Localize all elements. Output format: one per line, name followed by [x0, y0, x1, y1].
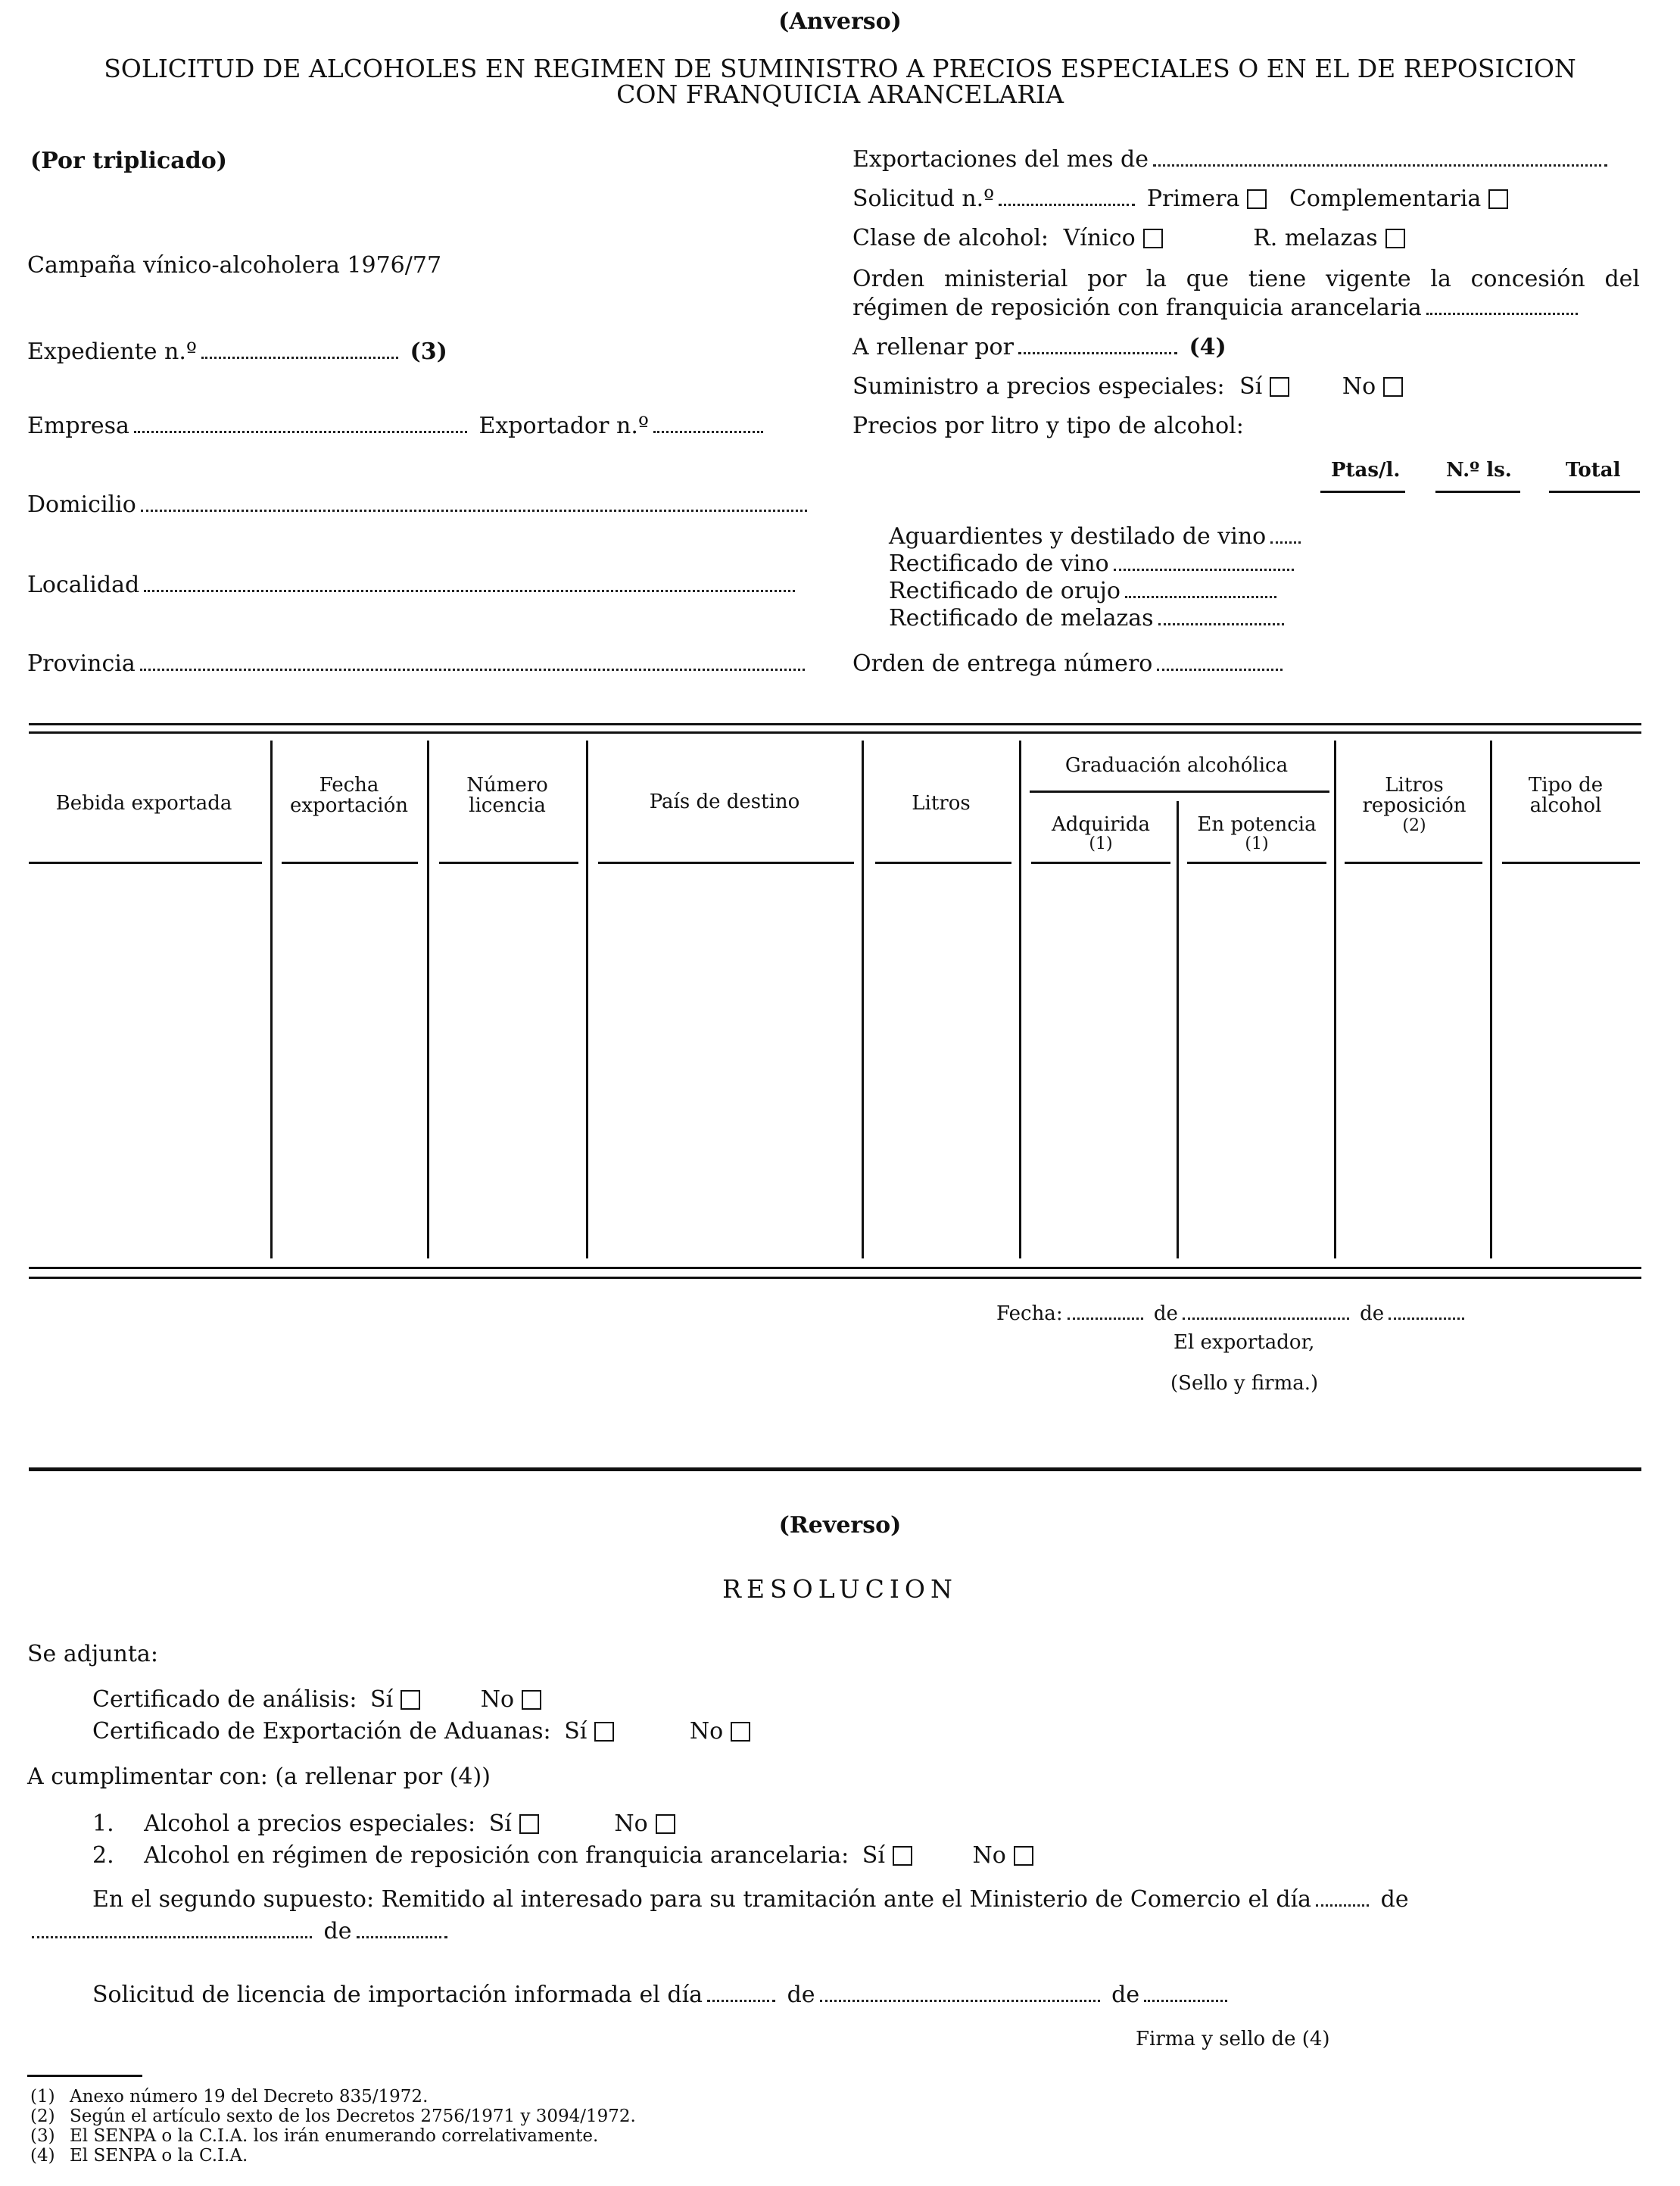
primera-checkbox[interactable] [1247, 189, 1267, 209]
op1-no-checkbox[interactable] [656, 1814, 675, 1834]
form-title-line2: CON FRANQUICIA ARANCELARIA [616, 80, 1064, 109]
op2-no-checkbox[interactable] [1014, 1846, 1033, 1866]
orden-entrega-field[interactable]: Orden de entrega número [852, 653, 1287, 675]
sello-firma-label: (Sello y firma.) [1170, 1372, 1319, 1395]
reverso-label: (Reverso) [778, 1512, 902, 1539]
col-fecha-header: Fecha exportación [290, 774, 408, 818]
footnote-1: (1) Anexo número 19 del Decreto 835/1972. [30, 2087, 429, 2106]
precios-label: Precios por litro y tipo de alcohol: [852, 413, 1244, 439]
provincia-field[interactable]: Provincia [27, 653, 809, 675]
cert-aduanas-row: Certificado de Exportación de Aduanas: Sí No [92, 1720, 758, 1743]
cert-aduanas-si-checkbox[interactable] [594, 1722, 614, 1742]
col-tipo-header: Tipo de alcohol [1528, 774, 1604, 818]
col-total-header: Total [1566, 459, 1621, 482]
op1-si-checkbox[interactable] [519, 1814, 539, 1834]
campana-label: Campaña vínico-alcoholera 1976/77 [27, 252, 442, 279]
vinico-checkbox[interactable] [1143, 229, 1163, 248]
col-reposicion-header: Litros reposición (2) [1362, 774, 1466, 835]
cert-aduanas-no-checkbox[interactable] [731, 1722, 750, 1742]
rellenar-field[interactable]: A rellenar por (4) [852, 334, 1226, 360]
empresa-field[interactable]: Empresa Exportador n.º [27, 415, 768, 438]
opcion-2-row: 2. Alcohol en régimen de reposición con franquicia arancelaria: Sí No [92, 1845, 1041, 1867]
exportaciones-field[interactable]: Exportaciones del mes de [852, 148, 1612, 171]
anverso-label: (Anverso) [778, 8, 902, 35]
firma-sello-label: Firma y sello de (4) [1136, 2028, 1330, 2050]
col-ptas-header: Ptas/l. [1331, 459, 1401, 482]
cert-analisis-si-checkbox[interactable] [401, 1690, 420, 1710]
footnote-2: (2) Según el artículo sexto de los Decretos 2756/1971 y 3094/1972. [30, 2106, 636, 2126]
complementaria-checkbox[interactable] [1488, 189, 1508, 209]
opcion-1-row: 1. Alcohol a precios especiales: Sí No [92, 1813, 683, 1835]
col-potencia-header: En potencia (1) [1197, 813, 1317, 854]
melazas-checkbox[interactable] [1385, 229, 1405, 248]
col-nls-header: N.º ls. [1446, 459, 1512, 482]
col-litros-header: Litros [912, 792, 971, 815]
adjunta-label: Se adjunta: [27, 1641, 158, 1667]
expediente-field[interactable]: Expediente n.º (3) [27, 338, 447, 365]
cumplimentar-label: A cumplimentar con: (a rellenar por (4)) [27, 1763, 491, 1790]
segundo-supuesto-cont[interactable]: de [27, 1920, 452, 1943]
cert-analisis-row: Certificado de análisis: Sí No [92, 1689, 549, 1711]
suministro-no-checkbox[interactable] [1383, 377, 1403, 397]
col-graduacion-header: Graduación alcohólica [1064, 754, 1289, 777]
item-aguardientes[interactable]: Aguardientes y destilado de vino [889, 525, 1305, 548]
localidad-field[interactable]: Localidad [27, 574, 799, 597]
col-licencia-header: Número licencia [466, 774, 548, 818]
informada-field[interactable]: Solicitud de licencia de importación informada el día de de [92, 1984, 1232, 2007]
item-rectificado-melazas[interactable]: Rectificado de melazas [889, 607, 1289, 630]
cert-analisis-no-checkbox[interactable] [522, 1690, 541, 1710]
footnote-4: (4) El SENPA o la C.I.A. [30, 2146, 248, 2166]
resolucion-heading: RESOLUCION [722, 1574, 958, 1604]
triplicado-label: (Por triplicado) [30, 148, 227, 174]
suministro-si-checkbox[interactable] [1270, 377, 1289, 397]
form-title-line1: SOLICITUD DE ALCOHOLES EN REGIMEN DE SUMINISTRO A PRECIOS ESPECIALES O EN EL DE REPOSICION [104, 54, 1576, 83]
item-rectificado-vino[interactable]: Rectificado de vino [889, 553, 1298, 575]
item-rectificado-orujo[interactable]: Rectificado de orujo [889, 580, 1281, 603]
solicitud-row: Solicitud n.º Primera Complementaria [852, 188, 1516, 210]
footnote-3: (3) El SENPA o la C.I.A. los irán enumerando correlativamente. [30, 2126, 599, 2146]
op2-si-checkbox[interactable] [893, 1846, 912, 1866]
suministro-row: Suministro a precios especiales: Sí No [852, 376, 1410, 398]
segundo-supuesto-field[interactable]: En el segundo supuesto: Remitido al interesado para su tramitación ante el Ministerio de Comercio el día de [92, 1886, 1409, 1913]
orden-ministerial-field[interactable]: régimen de reposición con franquicia arancelaria [852, 297, 1582, 320]
col-pais-header: País de destino [649, 791, 800, 813]
col-bebida-header: Bebida exportada [55, 792, 232, 815]
col-adquirida-header: Adquirida (1) [1051, 813, 1150, 854]
exportador-signature-label: El exportador, [1174, 1331, 1315, 1354]
clase-alcohol-row: Clase de alcohol: Vínico R. melazas [852, 227, 1413, 250]
domicilio-field[interactable]: Domicilio [27, 494, 812, 516]
orden-ministerial-line1: Orden ministerial por la que tiene vigente la concesión del [852, 266, 1640, 292]
fecha-field[interactable]: Fecha: de de [996, 1304, 1469, 1324]
